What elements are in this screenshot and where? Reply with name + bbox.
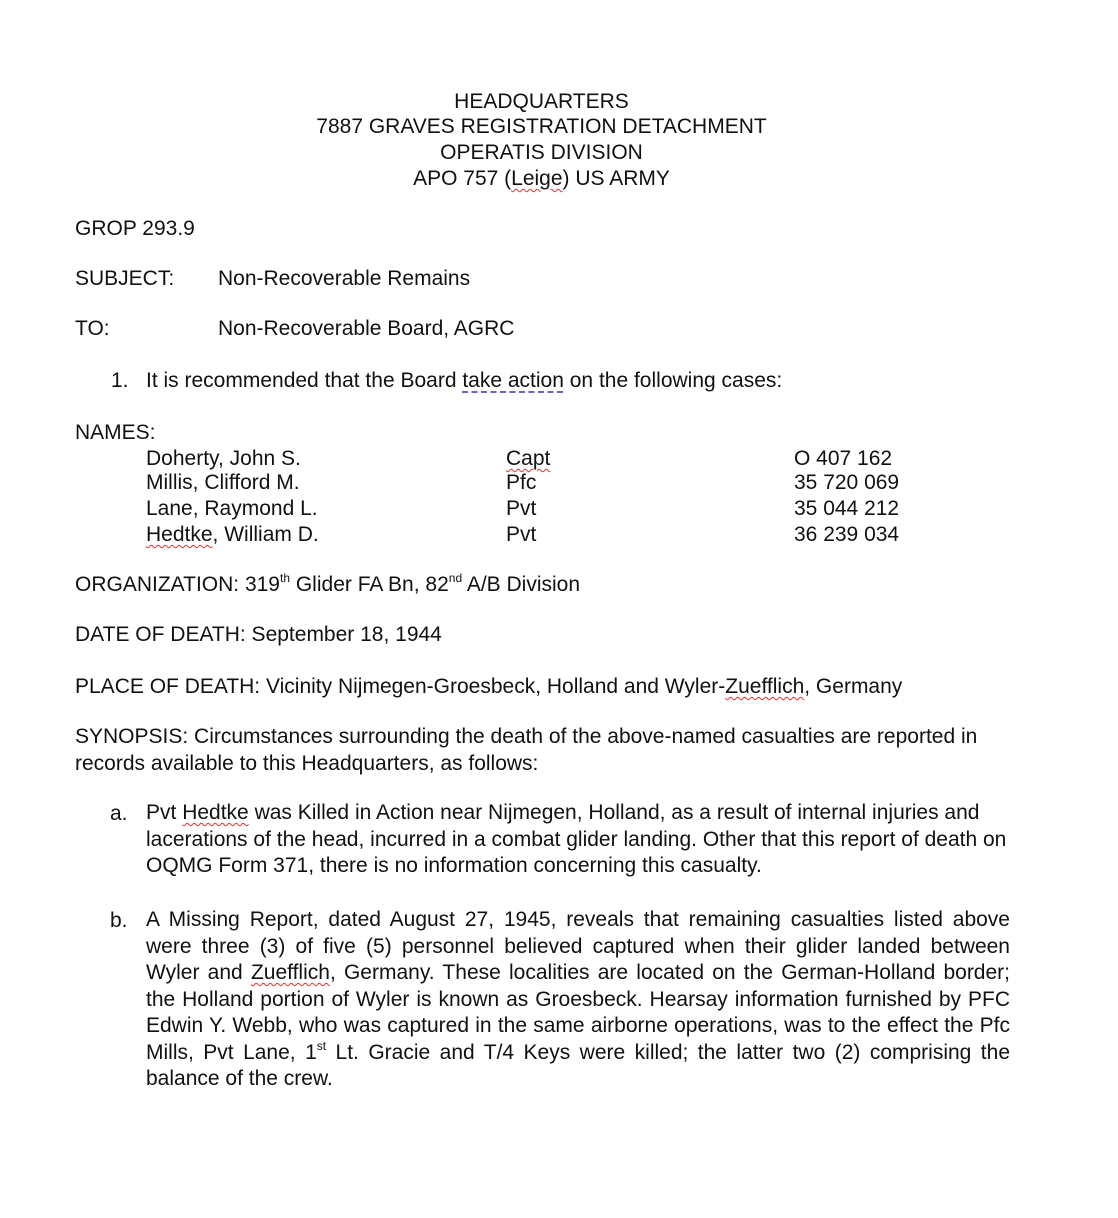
name-cell: Millis, Clifford M. bbox=[146, 471, 300, 494]
name-rest: , William D. bbox=[212, 523, 319, 546]
header-apo-post: ) US ARMY bbox=[562, 167, 670, 190]
place-post: , Germany bbox=[804, 675, 903, 698]
spellcheck-word-hedtke: Hedtke bbox=[146, 523, 213, 546]
serial-cell: 35 044 212 bbox=[794, 497, 900, 520]
organization-line bbox=[75, 572, 580, 597]
to-value: Non-Recoverable Board, AGRC bbox=[218, 317, 515, 340]
organization-post: A/B Division bbox=[462, 573, 581, 596]
reference-number: GROP 293.9 bbox=[75, 217, 195, 240]
item-b-sup-st: st bbox=[316, 1038, 327, 1053]
item-1-text bbox=[146, 368, 782, 393]
rank-cell: Pvt bbox=[506, 523, 537, 546]
serial-cell: O 407 162 bbox=[794, 447, 893, 470]
spellcheck-word-zuefflich: Zuefflich bbox=[725, 675, 805, 698]
date-of-death: DATE OF DEATH: September 18, 1944 bbox=[75, 623, 442, 646]
item-1-number: 1. bbox=[111, 369, 129, 392]
subject-value: Non-Recoverable Remains bbox=[218, 267, 471, 290]
organization-sup-nd: nd bbox=[448, 571, 463, 585]
item-b-paragraph bbox=[146, 907, 1010, 1093]
spellcheck-word-hedtke-2: Hedtke bbox=[182, 801, 249, 824]
item-a-letter: a. bbox=[110, 802, 128, 825]
organization-pre: ORGANIZATION: 319 bbox=[75, 573, 280, 596]
organization-mid: Glider FA Bn, 82 bbox=[290, 573, 449, 596]
names-label: NAMES: bbox=[75, 421, 156, 444]
rank-cell: Capt bbox=[506, 447, 551, 470]
synopsis-paragraph: SYNOPSIS: Circumstances surrounding the death of the above-named casualties are reported in records available to this Headquarters, as follows: bbox=[75, 725, 978, 775]
rank-cell: Pvt bbox=[506, 497, 537, 520]
item-a-post: was Killed in Action near Nijmegen, Holland, as a result of internal injuries and lacerations of the head, incurred in a combat glider landing. Other that this report of death on OQMG Form 371, there is no information concerning this casualty. bbox=[146, 801, 1007, 877]
name-cell: Doherty, John S. bbox=[146, 447, 301, 470]
name-cell: Lane, Raymond L. bbox=[146, 497, 318, 520]
name-cell bbox=[146, 522, 319, 547]
item-b-mid: , Germany. These localities are located on the German-Holland border; the Holland portion of Wyler is known as Groesbeck. Hearsay information furnished by PFC Edwin Y. Webb, who was captured in the same airborne operations, was to the effect the Pfc Mills, Pvt Lane, 1 bbox=[146, 961, 1010, 1064]
serial-cell: 36 239 034 bbox=[794, 523, 900, 546]
item-1-post: on the following cases: bbox=[563, 369, 783, 392]
header-apo-pre: APO 757 ( bbox=[413, 167, 512, 190]
to-label: TO: bbox=[75, 317, 110, 340]
spellcheck-word-leige: Leige bbox=[511, 167, 563, 190]
header-division: OPERATIS DIVISION bbox=[440, 141, 643, 164]
organization-sup-th: th bbox=[280, 571, 291, 585]
item-a-paragraph bbox=[146, 800, 1014, 880]
header-headquarters: HEADQUARTERS bbox=[454, 90, 629, 113]
place-of-death bbox=[75, 674, 902, 699]
place-pre: PLACE OF DEATH: Vicinity Nijmegen-Groesbeck, Holland and Wyler- bbox=[75, 675, 726, 698]
item-1-pre: It is recommended that the Board bbox=[146, 369, 463, 392]
serial-cell: 35 720 069 bbox=[794, 471, 900, 494]
item-a-pre: Pvt bbox=[146, 801, 183, 824]
header-apo bbox=[0, 166, 1083, 191]
item-b-post: Lt. Gracie and T/4 Keys were killed; the latter two (2) comprising the balance of the crew. bbox=[146, 1040, 1010, 1090]
subject-label: SUBJECT: bbox=[75, 267, 175, 290]
item-b-letter: b. bbox=[110, 909, 128, 932]
item-b-pre: A Missing Report, dated August 27, 1945, reveals that remaining casualties listed above were three (3) of five (5) personnel believed captured when their glider landed between Wyler and bbox=[146, 908, 1010, 984]
rank-cell: Pfc bbox=[506, 471, 537, 494]
spellcheck-word-zuefflich-2: Zuefflich bbox=[250, 961, 330, 984]
grammar-mark-take-action: take action bbox=[462, 369, 564, 392]
header-detachment: 7887 GRAVES REGISTRATION DETACHMENT bbox=[316, 115, 767, 138]
